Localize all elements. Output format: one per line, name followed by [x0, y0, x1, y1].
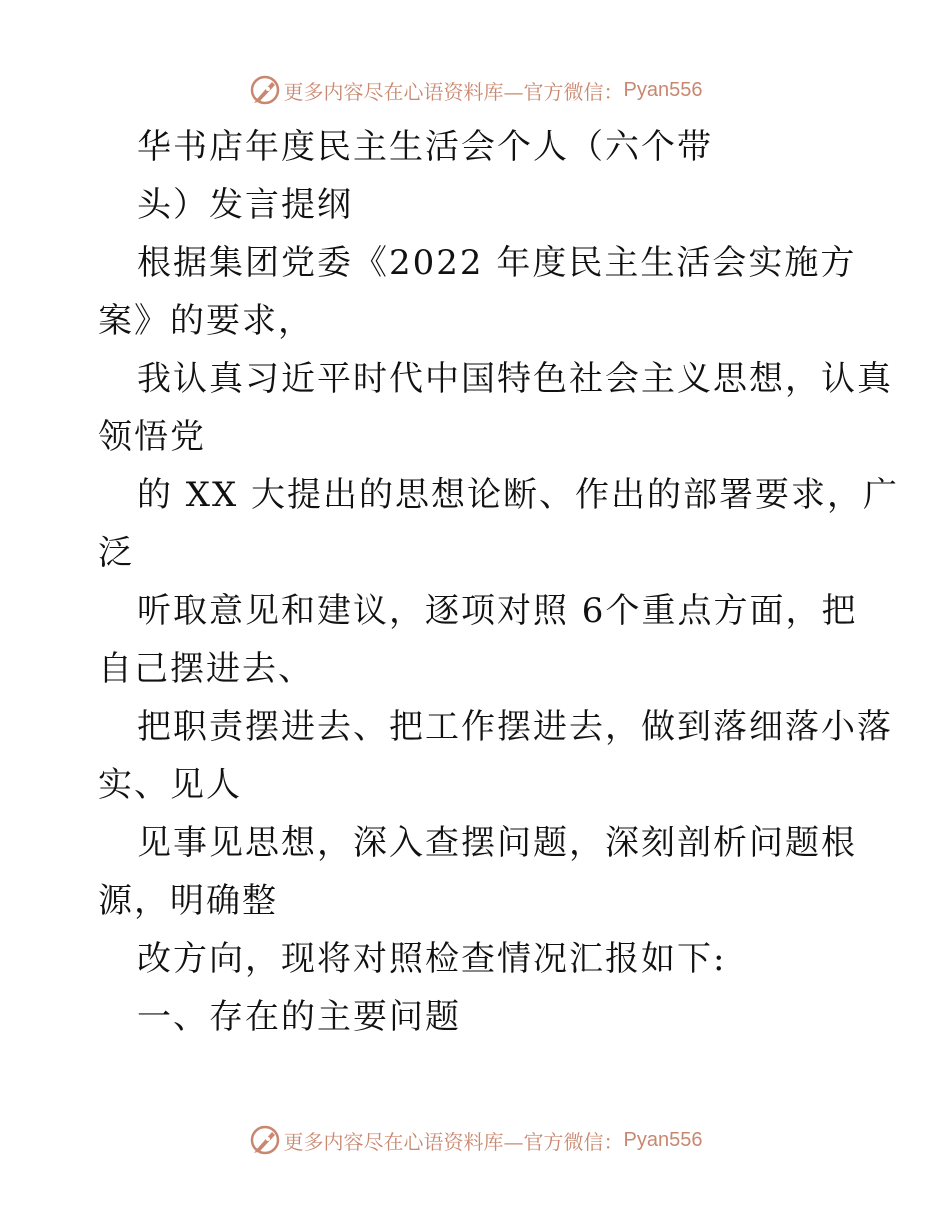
text-line: 实、见人	[98, 765, 242, 805]
watermark-text: 更多内容尽在心语资料库—官方微信：	[283, 1129, 624, 1154]
text-line: 自己摆进去、	[98, 649, 314, 689]
text-line: 把职责摆进去、把工作摆进去，做到落细落小落	[137, 707, 893, 747]
text-line: 泛	[98, 533, 134, 573]
section-heading: 一、存在的主要问题	[137, 997, 461, 1037]
text-line: 改方向，现将对照检查情况汇报如下:	[137, 939, 727, 979]
header-watermark	[0, 70, 950, 110]
text-line: 案》的要求，	[98, 301, 314, 341]
watermark-id: Pyan556	[623, 78, 703, 101]
text-line: 的 XX 大提出的思想论断、作出的部署要求，广	[137, 475, 900, 515]
text-line: 见事见思想，深入查摆问题，深刻剖析问题根	[137, 823, 857, 863]
pen-nib-logo-icon	[248, 1123, 282, 1157]
text-line: 根据集团党委《2022 年度民主生活会实施方	[137, 243, 857, 283]
text-line: 源，明确整	[98, 881, 278, 921]
text-line: 领悟党	[98, 417, 206, 457]
watermark-id: Pyan556	[623, 1128, 703, 1151]
pen-nib-logo-icon	[248, 73, 282, 107]
text-line: 我认真习近平时代中国特色社会主义思想，认真	[137, 359, 893, 399]
footer-watermark	[0, 1120, 950, 1160]
title-line-2: 头）发言提纲	[137, 185, 353, 225]
title-line-1: 华书店年度民主生活会个人（六个带	[137, 127, 713, 167]
watermark-text: 更多内容尽在心语资料库—官方微信：	[283, 79, 624, 104]
text-line: 听取意见和建议，逐项对照 6个重点方面，把	[137, 591, 858, 631]
